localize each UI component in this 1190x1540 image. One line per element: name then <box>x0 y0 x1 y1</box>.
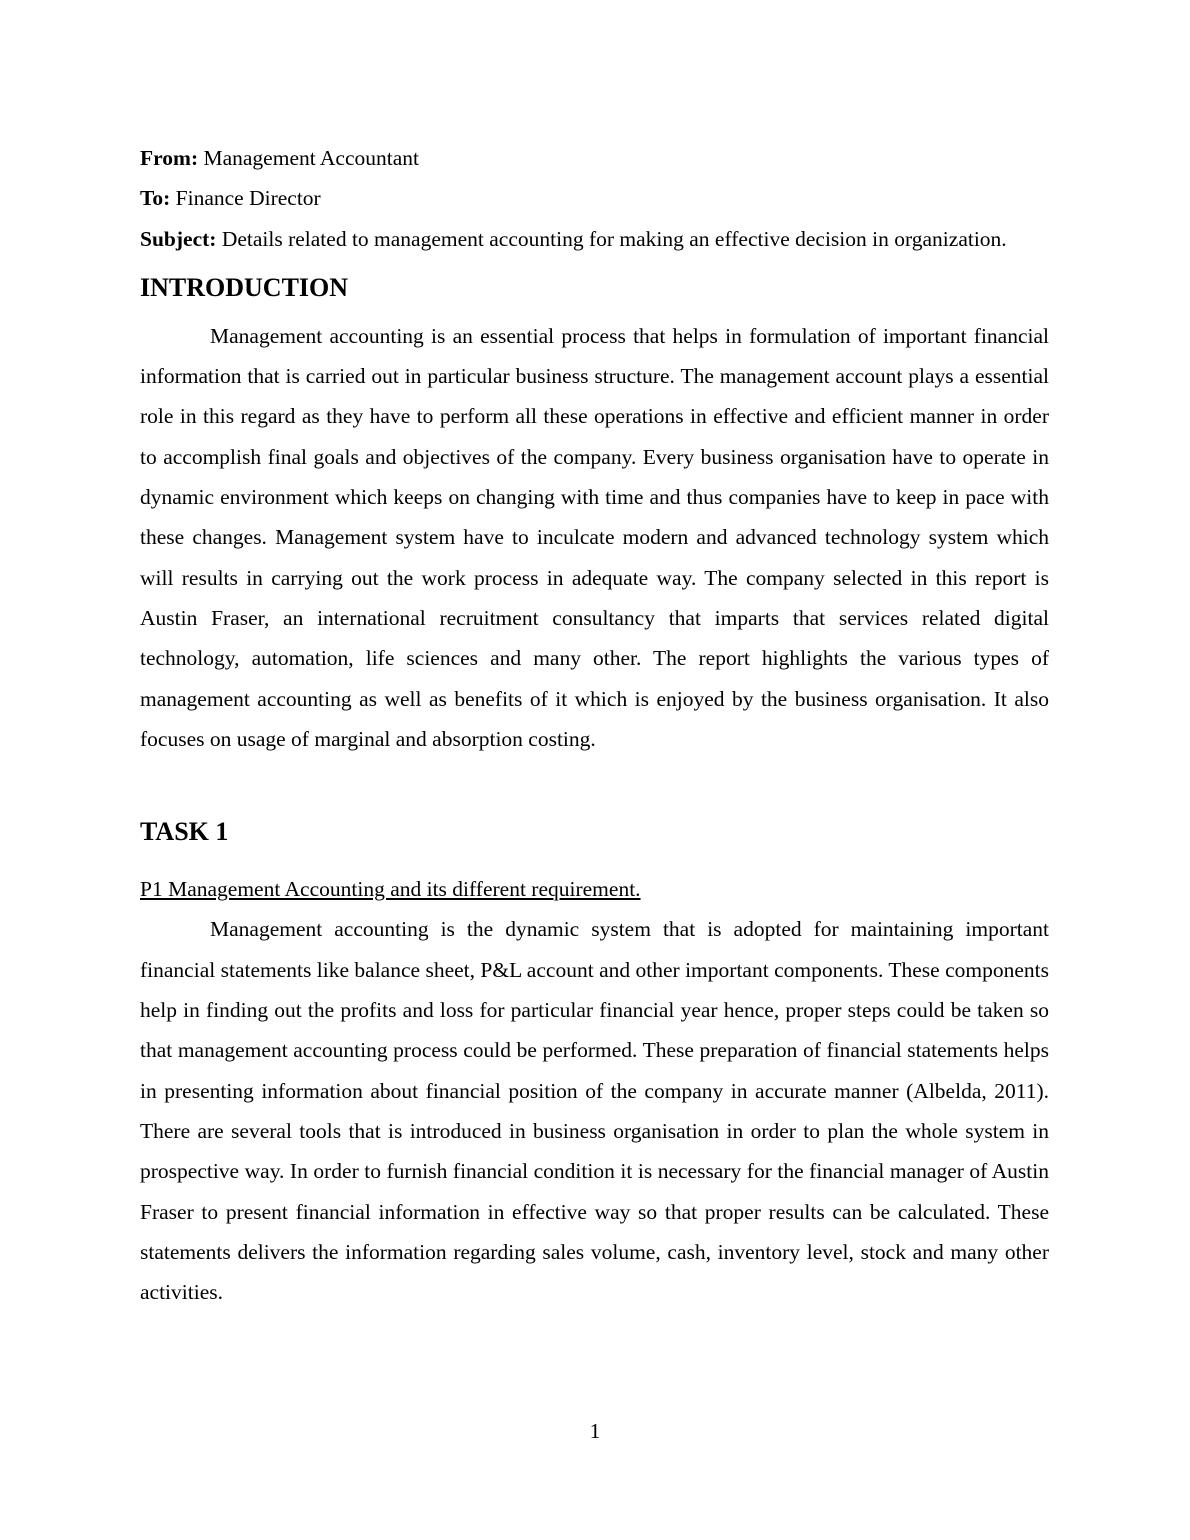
memo-from-value: Management Accountant <box>203 146 420 170</box>
task1-heading: TASK 1 <box>140 817 229 847</box>
memo-from <box>140 138 1049 178</box>
task1-paragraph: Management accounting is the dynamic system that is adopted for maintaining important financial statements like balance sheet, P&L account and other important components. These components help in finding out the profits and loss for particular financial year hence, proper steps could be taken so that management accounting process could be performed. These preparation of financial statements helps in presenting information about financial position of the company in accurate manner (Albelda, 2011). There are several tools that is introduced in business organisation in order to plan the whole system in prospective way. In order to furnish financial condition it is necessary for the financial manager of Austin Fraser to present financial information in effective way so that proper results can be calculated. These statements delivers the information regarding sales volume, cash, inventory level, stock and many other activities. <box>140 917 1049 1305</box>
page-number: 1 <box>589 1419 601 1443</box>
memo-to-label: To: <box>140 186 171 211</box>
introduction-paragraph: Management accounting is an essential process that helps in formulation of important financial information that is carried out in particular business structure. The management account plays a essential role in this regard as they have to perform all these operations in effective and efficient manner in order to accomplish final goals and objectives of the company. Every business organisation have to operate in dynamic environment which keeps on changing with time and thus companies have to keep in pace with these changes. Management system have to inculcate modern and advanced technology system which will results in carrying out the work process in adequate way. The company selected in this report is Austin Fraser, an international recruitment consultancy that imparts that services related digital technology, automation, life sciences and many other. The report highlights the various types of management accounting as well as benefits of it which is enjoyed by the business organisation. It also focuses on usage of marginal and absorption costing. <box>140 323 1049 751</box>
document-page <box>140 138 1049 1312</box>
memo-subject <box>140 219 1049 259</box>
introduction-heading: INTRODUCTION <box>140 272 349 302</box>
memo-subject-label: Subject: <box>140 226 217 251</box>
memo-to <box>140 178 1049 218</box>
memo-subject-value: Details related to management accounting for making an effective decision in organization. <box>221 226 1007 251</box>
task1-subheading: P1 Management Accounting and its different requirement. <box>140 877 641 902</box>
memo-to-value: Finance Director <box>175 186 321 211</box>
memo-from-label: From: <box>140 146 199 170</box>
